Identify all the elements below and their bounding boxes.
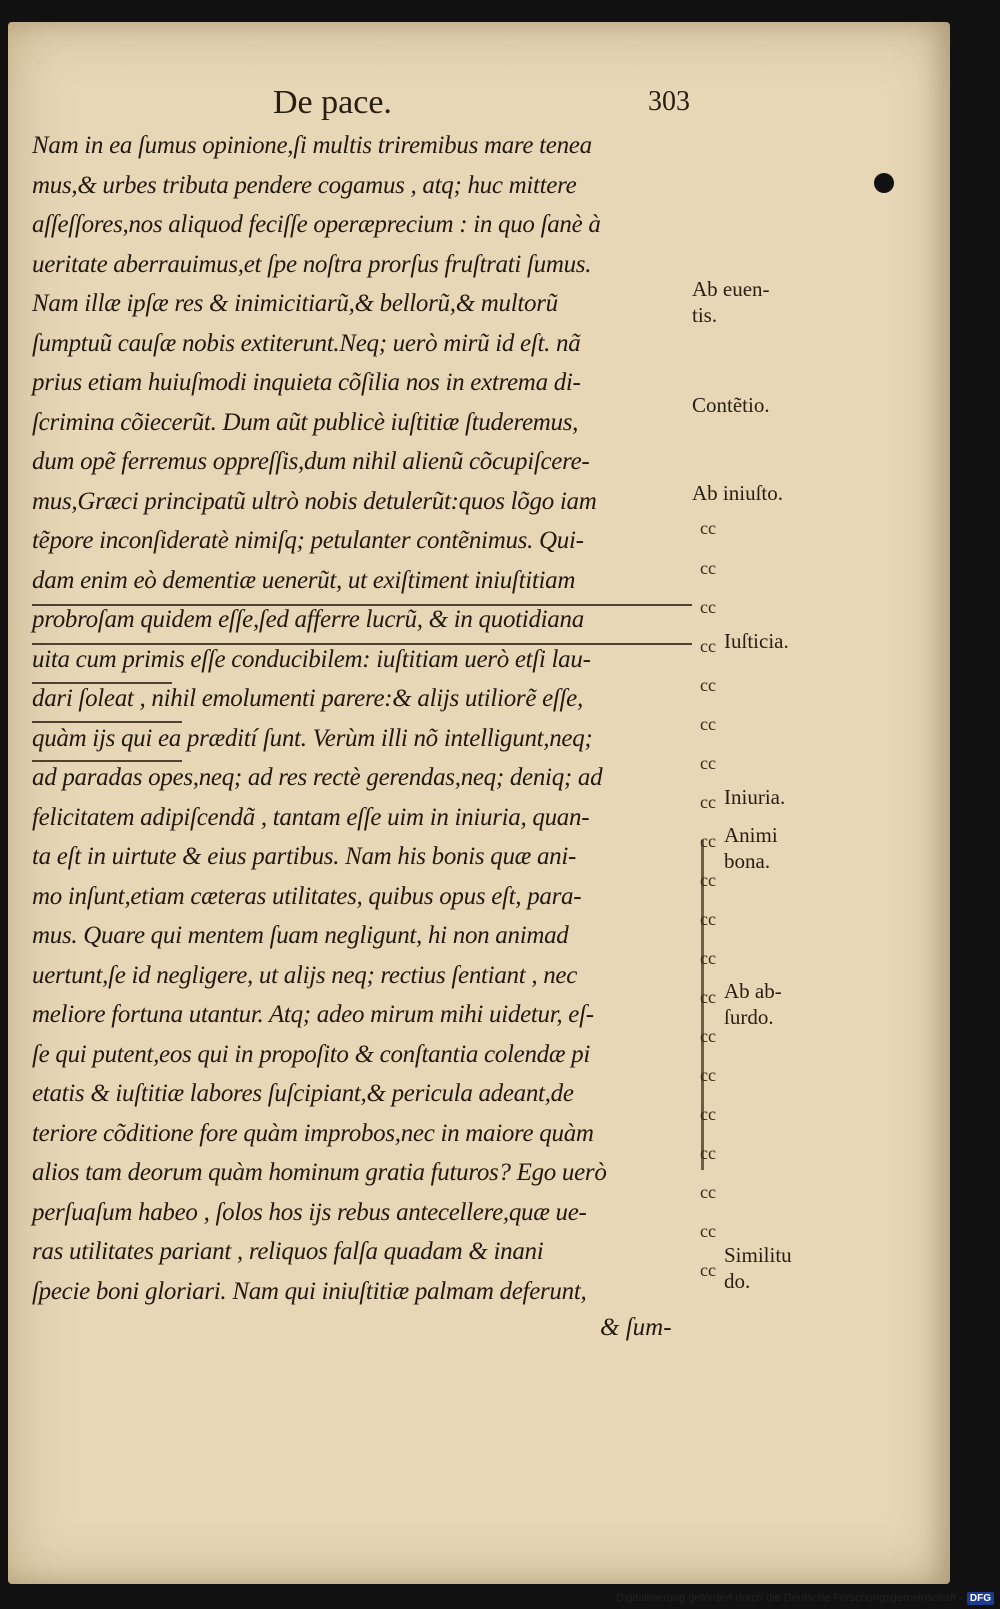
gnomic-mark: cc	[700, 1143, 716, 1163]
text-line: quàm ijs qui ea prædití ſunt. Verùm illi nõ intelligunt,neq;	[32, 724, 593, 752]
side-note-line: do.	[724, 1269, 751, 1293]
gnomic-mark: cc	[700, 1065, 716, 1085]
side-note	[692, 276, 770, 328]
side-note	[724, 784, 785, 810]
dfg-logo: DFG	[967, 1592, 994, 1605]
text-line: alios tam deorum quàm hominum gratia futuros? Ego uerò	[32, 1159, 607, 1186]
gnomic-mark: cc	[700, 948, 716, 968]
side-note-line: Iuſticia.	[724, 629, 789, 653]
side-note	[724, 822, 778, 874]
side-note-line: Contẽtio.	[692, 393, 770, 417]
side-note-line: Ab iniuſto.	[692, 481, 784, 505]
text-line: Nam in ea ſumus opinione,ſi multis triremibus mare tenea	[32, 132, 592, 159]
text-line: uita cum primis eſſe conducibilem: iuſtitiam uerò etſi lau-	[32, 645, 591, 673]
side-note-line: tis.	[692, 303, 718, 327]
gnomic-mark: cc	[700, 636, 716, 656]
handwritten-underline	[32, 760, 182, 762]
book-page	[8, 22, 950, 1584]
text-line: perſuaſum habeo , ſolos hos ijs rebus antecellere,quæ ue-	[32, 1198, 587, 1226]
side-note-line: Ab euen-	[692, 277, 770, 301]
text-line: etatis & iuſtitiæ labores ſuſcipiant,& pericula adeant,de	[32, 1080, 574, 1107]
text-line: dari ſoleat , nihil emolumenti parere:& alijs utiliorẽ eſſe,	[32, 685, 583, 712]
text-line: probroſam quidem eſſe,ſed afferre lucrũ, & in quotidiana	[32, 606, 584, 633]
text-line: mo inſunt,etiam cæteras utilitates, quibus opus eſt, para-	[32, 882, 582, 910]
page-number: 303	[648, 86, 690, 117]
catchword: & ſum-	[600, 1314, 672, 1341]
handwritten-underline	[32, 682, 172, 684]
side-note	[724, 978, 782, 1030]
footer-credit: Digitalisierung gefördert durch die Deutsche Forschungsgemeinschaft -	[616, 1592, 963, 1604]
text-line: teriore cõditione fore quàm improbos,nec in maiore quàm	[32, 1119, 594, 1147]
gnomic-mark: cc	[700, 792, 716, 812]
text-line: ſe qui putent,eos qui in propoſito & conſtantia colendæ pi	[32, 1040, 591, 1068]
text-line: ueritate aberrauimus,et ſpe noſtra prorſus fruſtrati ſumus.	[32, 250, 592, 278]
text-line: aſſeſſores,nos aliquod feciſſe operæprecium : in quo ſanè à	[32, 211, 601, 238]
gnomic-mark: cc	[700, 870, 716, 890]
text-line: meliore fortuna utantur. Atq; adeo mirum mihi uidetur, eſ-	[32, 1001, 594, 1028]
side-note-line: Ab ab-	[724, 979, 782, 1003]
text-line: dum opẽ ferremus oppreſſis,dum nihil alienũ cõcupiſcere-	[32, 448, 590, 475]
text-line: uertunt,ſe id negligere, ut alijs neq; rectius ſentiant , nec	[32, 961, 578, 989]
text-line: dam enim eò dementiæ uenerũt, ut exiſtiment iniuſtitiam	[32, 566, 576, 594]
text-line: ſpecie boni gloriari. Nam qui iniuſtitiæ palmam deferunt,	[32, 1277, 587, 1305]
side-note-line: Animi	[724, 823, 778, 847]
gnomic-mark: cc	[700, 1260, 716, 1280]
handwritten-underline	[32, 604, 692, 606]
text-line: ras utilitates pariant , reliquos falſa quadam & inani	[32, 1238, 544, 1265]
gnomic-mark: cc	[700, 675, 716, 695]
gnomic-mark: cc	[700, 909, 716, 929]
text-line: mus,& urbes tributa pendere cogamus , atq; huc mittere	[32, 171, 577, 199]
running-head: De pace.	[273, 84, 392, 121]
main-text-block	[32, 126, 722, 1311]
gnomic-mark: cc	[700, 753, 716, 773]
side-note	[724, 628, 789, 654]
side-note-line: Iniuria.	[724, 785, 786, 809]
side-note	[724, 1242, 792, 1294]
gnomic-mark: cc	[700, 1221, 716, 1241]
text-line: mus,Græci principatũ ultrò nobis detulerũt:quos lõgo iam	[32, 487, 597, 515]
side-note-line: bona.	[724, 849, 771, 873]
text-line: mus. Quare qui mentem ſuam negligunt, hi non animad	[32, 922, 569, 949]
gnomic-mark: cc	[700, 831, 716, 851]
side-note	[692, 480, 783, 506]
handwritten-underline	[32, 643, 692, 645]
page-header	[8, 84, 950, 124]
gnomic-mark: cc	[700, 1026, 716, 1046]
ink-blot-icon	[874, 173, 894, 193]
text-line: felicitatem adipiſcendã , tantam eſſe uim in iniuria, quan-	[32, 803, 590, 831]
text-line: ſcrimina cõiecerũt. Dum aũt publicè iuſtitiæ ſtuderemus,	[32, 408, 579, 436]
gnomic-mark: cc	[700, 597, 716, 617]
gnomic-mark: cc	[700, 714, 716, 734]
text-line: tẽpore inconſideratè nimiſq; petulanter contẽnimus. Qui-	[32, 527, 584, 554]
gnomic-mark: cc	[700, 1104, 716, 1124]
handwritten-underline	[32, 721, 182, 723]
text-line: prius etiam huiuſmodi inquieta cõſilia nos in extrema di-	[32, 369, 581, 396]
text-line: ad paradas opes,neq; ad res rectè gerendas,neq; deniq; ad	[32, 764, 603, 791]
text-line: ta eſt in uirtute & eius partibus. Nam his bonis quæ ani-	[32, 843, 577, 870]
gnomic-mark: cc	[700, 987, 716, 1007]
text-line: ſumptuũ cauſæ nobis extiterunt.Neq; uerò mirũ id eſt. nã	[32, 329, 581, 357]
text-line: Nam illæ ipſæ res & inimicitiarũ,& bellorũ,& multorũ	[32, 290, 558, 317]
gnomic-mark: cc	[700, 558, 716, 578]
side-note-line: ſurdo.	[724, 1005, 774, 1029]
digitization-footer	[616, 1589, 994, 1607]
side-note-line: Similitu	[724, 1243, 792, 1267]
side-note	[692, 392, 770, 418]
gnomic-mark: cc	[700, 1182, 716, 1202]
gnomic-mark: cc	[700, 518, 716, 538]
